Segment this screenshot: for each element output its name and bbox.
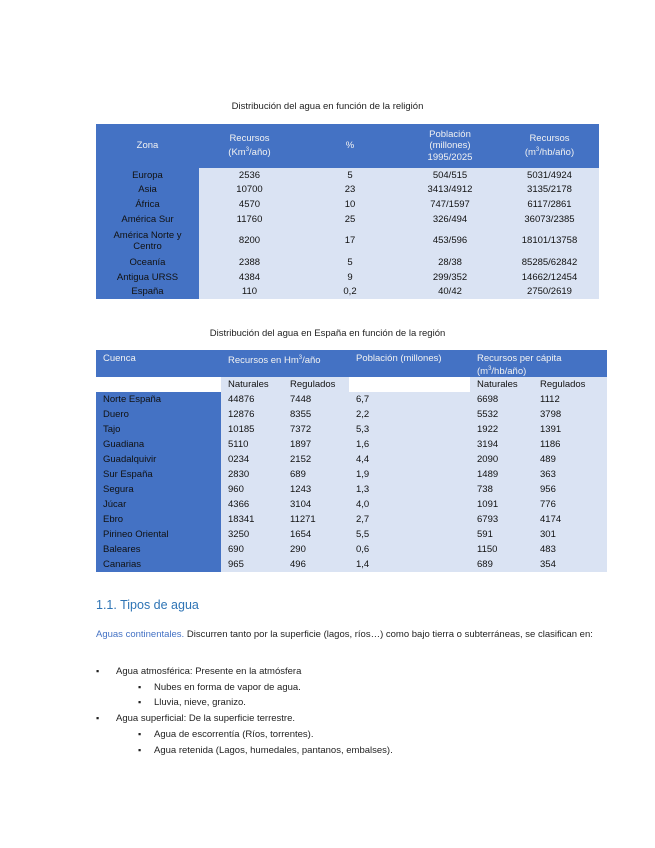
table-cell: 11760 [199,212,300,227]
table-cell: 689 [470,557,533,572]
table-row [96,407,607,422]
water-types-list [96,664,393,758]
list-item: ▪ Agua superficial: De la superficie terrestre. ▪ Agua de escorrentía (Ríos, torrentes). ▪ Agua retenida (Lagos, humedales, pantanos, embalses). [96,711,393,758]
table-cell: 1,9 [349,467,470,482]
sub-list-item: ▪ Lluvia, nieve, granizo. [116,695,393,711]
table-cell: 14662/12454 [500,270,599,285]
table-cell: 1,4 [349,557,470,572]
table-cell: 10700 [199,183,300,198]
basin-name: Segura [96,482,221,497]
table-cell: 18341 [221,512,283,527]
table-cell: 2536 [199,168,300,183]
table-cell: 9 [300,270,400,285]
table-cell: 3135/2178 [500,183,599,198]
table-cell: 6117/2861 [500,197,599,212]
table-cell: 2,2 [349,407,470,422]
table-row [96,255,599,270]
table-cell: 2,7 [349,512,470,527]
zone-name: África [96,197,199,212]
table-cell: 2152 [283,452,349,467]
water-by-region-table [96,124,599,299]
table-row [96,467,607,482]
table-cell: 2090 [470,452,533,467]
table-cell: 1489 [470,467,533,482]
section-title: 1.1. Tipos de agua [96,598,199,612]
table-cell: 6698 [470,392,533,407]
table-row [96,270,599,285]
table-cell: 40/42 [400,285,500,300]
table-cell: 4570 [199,197,300,212]
col-header-cuenca: Cuenca [96,350,221,377]
table-cell: 1391 [533,422,607,437]
table-cell: 17 [300,226,400,255]
subheader-regulados: Regulados [533,377,607,392]
table-row [96,512,607,527]
table-cell: 689 [283,467,349,482]
table-cell: 4,4 [349,452,470,467]
table-cell: 5,5 [349,527,470,542]
table-cell: 3413/4912 [400,183,500,198]
table-cell: 5,3 [349,422,470,437]
col-header-recursos: Recursos (Km$^3$/año) [199,124,300,168]
table-cell: 110 [199,285,300,300]
table-cell: 44876 [221,392,283,407]
table-cell: 690 [221,542,283,557]
col-header-percapita: Recursos per cápita $(m^3/hb/año)$ [470,350,607,377]
subheader-naturales: Naturales [221,377,283,392]
table-cell: 496 [283,557,349,572]
table-cell: 1922 [470,422,533,437]
table-cell: 4,0 [349,497,470,512]
table-cell: 956 [533,482,607,497]
table-cell: 36073/2385 [500,212,599,227]
zone-name: Antigua URSS [96,270,199,285]
basin-name: Sur España [96,467,221,482]
table-cell: 0,2 [300,285,400,300]
table-cell: 1,3 [349,482,470,497]
table-cell: 1091 [470,497,533,512]
table2-caption: Distribución del agua en España en función de la región [209,328,446,339]
basin-name: Canarias [96,557,221,572]
table-cell: 4384 [199,270,300,285]
col-header-percent: % [300,124,400,168]
table-row [96,437,607,452]
table-cell: 3104 [283,497,349,512]
table-cell: 363 [533,467,607,482]
table-row [96,497,607,512]
table-cell: 5 [300,255,400,270]
table-cell: 965 [221,557,283,572]
table-cell: 8200 [199,226,300,255]
basin-name: Júcar [96,497,221,512]
basin-name: Ebro [96,512,221,527]
basin-name: Tajo [96,422,221,437]
table-row [96,452,607,467]
sub-list-item: ▪ Nubes en forma de vapor de agua. [116,680,393,696]
table-cell: 591 [470,527,533,542]
table-cell: 7372 [283,422,349,437]
table-cell: 504/515 [400,168,500,183]
sub-list-item: ▪ Agua retenida (Lagos, humedales, pantanos, embalses). [116,743,393,759]
table-cell: 28/38 [400,255,500,270]
table-cell: 1243 [283,482,349,497]
table-cell: 489 [533,452,607,467]
intro-text: Discurren tanto por la superficie (lagos, ríos…) como bajo tierra o subterráneas, se clasifican en: [184,629,593,640]
water-spain-table [96,350,607,572]
basin-name: Baleares [96,542,221,557]
table-cell: 960 [221,482,283,497]
table-cell: 7448 [283,392,349,407]
table-cell: 85285/62842 [500,255,599,270]
table-cell: 299/352 [400,270,500,285]
zone-name: Europa [96,168,199,183]
table-cell: 0,6 [349,542,470,557]
table-row [96,226,599,255]
col-header-poblacion: Población (millones) [349,350,470,377]
table-row [96,482,607,497]
list-item: ▪ Agua atmosférica: Presente en la atmósfera ▪ Nubes en forma de vapor de agua. ▪ Lluvia, nieve, granizo. [96,664,393,711]
col-header-poblacion: Población (millones) 1995/2025 [400,124,500,168]
basin-name: Duero [96,407,221,422]
table-cell: 5031/4924 [500,168,599,183]
table-cell: 1654 [283,527,349,542]
table-cell: 3194 [470,437,533,452]
zone-name: Oceanía [96,255,199,270]
table-cell: 10185 [221,422,283,437]
table-cell: 6793 [470,512,533,527]
table-cell: 25 [300,212,400,227]
table-row [96,557,607,572]
basin-name: Guadalquivir [96,452,221,467]
table-cell: 12876 [221,407,283,422]
table-cell: 1150 [470,542,533,557]
basin-name: Guadiana [96,437,221,452]
table-cell: 3798 [533,407,607,422]
intro-paragraph [96,627,596,643]
table-cell: 1186 [533,437,607,452]
table-cell: 5 [300,168,400,183]
zone-name: América Norte y Centro [96,226,199,255]
table-cell: 776 [533,497,607,512]
table-cell: 747/1597 [400,197,500,212]
zone-name: España [96,285,199,300]
table-row [96,542,607,557]
table-cell: 326/494 [400,212,500,227]
table-row [96,212,599,227]
table-cell: 23 [300,183,400,198]
subheader-regulados: Regulados [283,377,349,392]
table-cell: 8355 [283,407,349,422]
sub-list-item: ▪ Agua de escorrentía (Ríos, torrentes). [116,727,393,743]
table-cell: 2750/2619 [500,285,599,300]
header-blank [96,377,221,392]
table-cell: 3250 [221,527,283,542]
table-cell: 5532 [470,407,533,422]
table-cell: 738 [470,482,533,497]
table-cell: 4366 [221,497,283,512]
table-cell: 1,6 [349,437,470,452]
col-header-zona: Zona [96,124,199,168]
table-row [96,183,599,198]
table-cell: 11271 [283,512,349,527]
table-row [96,422,607,437]
header-blank [349,377,470,392]
table-cell: 5110 [221,437,283,452]
table-cell: 0234 [221,452,283,467]
subheader-naturales: Naturales [470,377,533,392]
table-row [96,197,599,212]
table-cell: 290 [283,542,349,557]
table-cell: 10 [300,197,400,212]
table-row [96,527,607,542]
table-cell: 453/596 [400,226,500,255]
table-cell: 6,7 [349,392,470,407]
zone-name: América Sur [96,212,199,227]
table-cell: 1112 [533,392,607,407]
table-row [96,285,599,300]
table-row [96,392,607,407]
table-cell: 483 [533,542,607,557]
intro-highlight: Aguas continentales. [96,629,185,640]
table-row [96,168,599,183]
table-cell: 301 [533,527,607,542]
table1-caption: Distribución del agua en función de la religión [231,101,424,112]
col-header-recursos-hb: Recursos $(m^3/hb/año)$ [500,124,599,168]
table-cell: 1897 [283,437,349,452]
basin-name: Norte España [96,392,221,407]
basin-name: Pirineo Oriental [96,527,221,542]
col-header-recursos: Recursos en Hm$^3$/año [221,350,349,377]
table-cell: 4174 [533,512,607,527]
table-cell: 2830 [221,467,283,482]
table-cell: 18101/13758 [500,226,599,255]
table-cell: 354 [533,557,607,572]
zone-name: Asia [96,183,199,198]
table-cell: 2388 [199,255,300,270]
